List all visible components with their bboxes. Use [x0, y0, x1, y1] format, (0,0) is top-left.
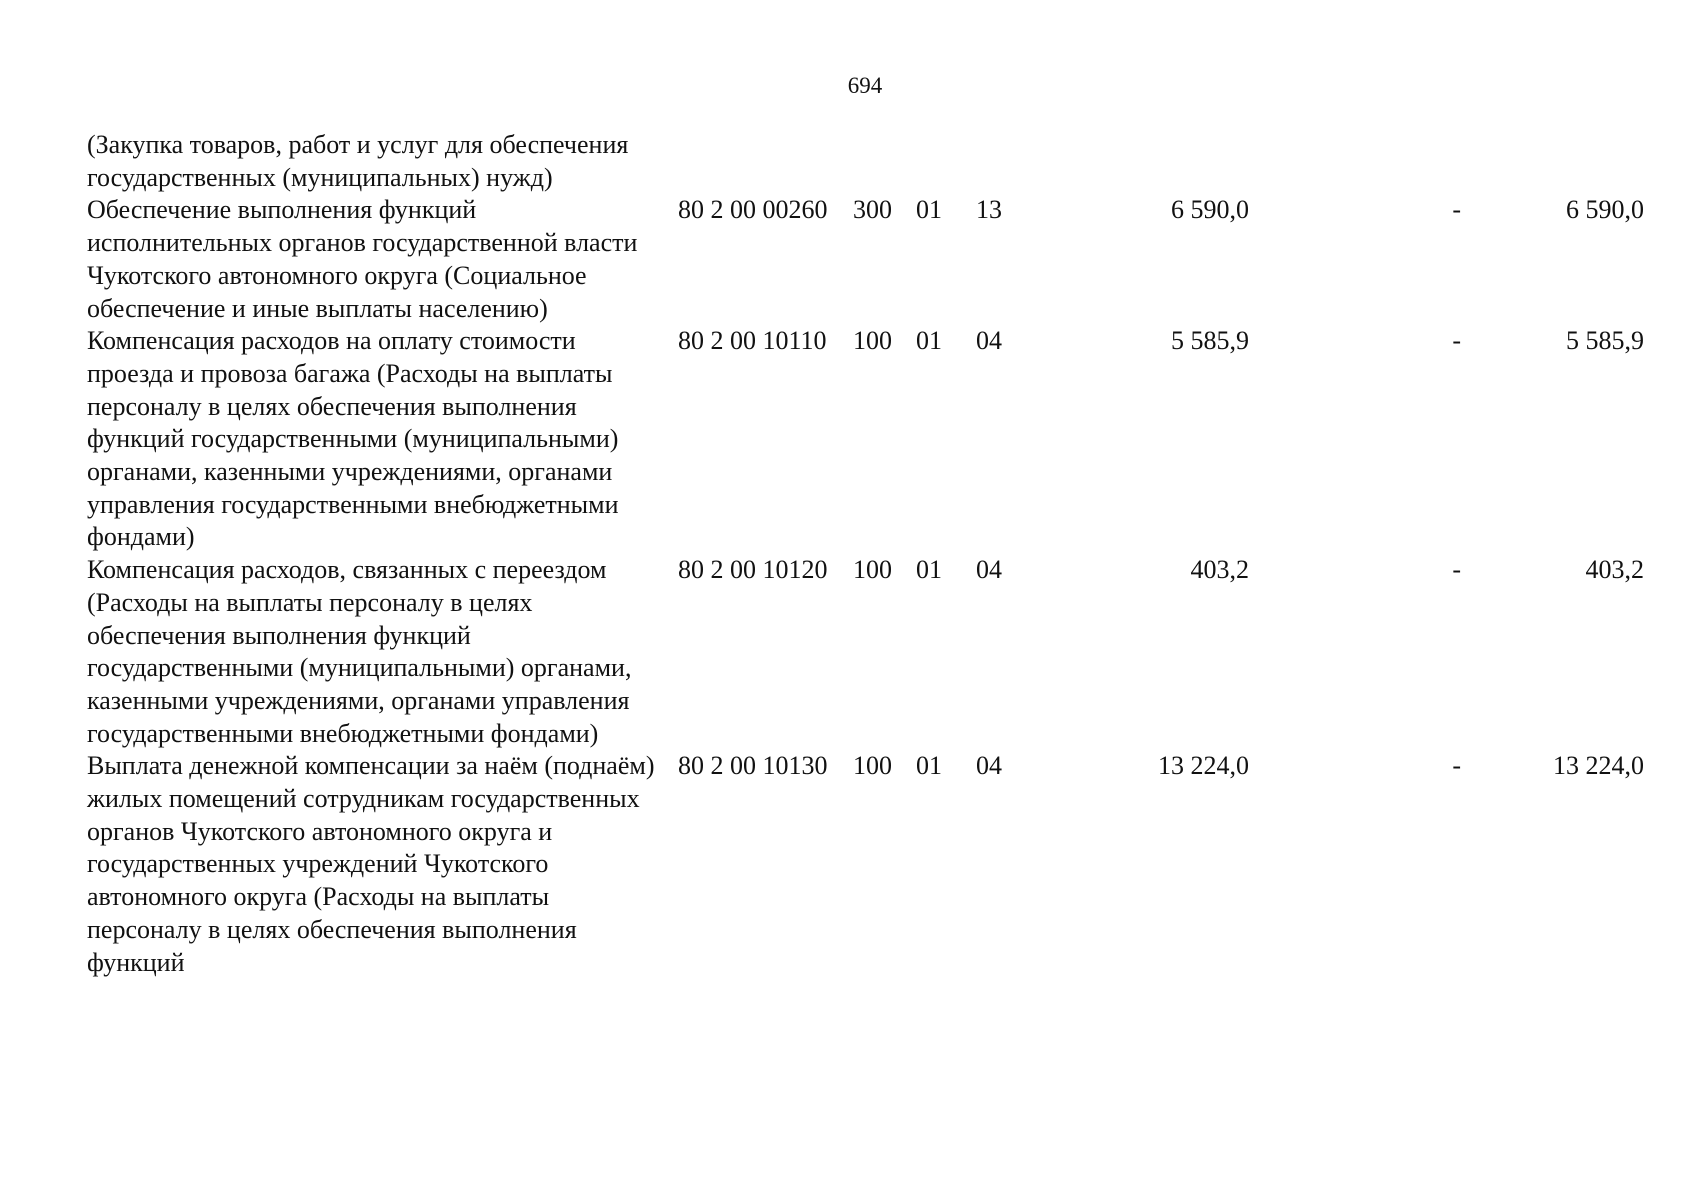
- amount: 5 585,9: [1171, 326, 1249, 356]
- table-row: [87, 194, 1644, 325]
- page-number: 694: [847, 73, 883, 98]
- target-article-code: 80 2 00 10130: [678, 751, 828, 781]
- subsection-code: [968, 129, 1038, 194]
- amount: 403,2: [1190, 555, 1249, 585]
- target-article-code: 80 2 00 10120: [678, 555, 828, 585]
- amount: [1038, 129, 1249, 194]
- target-article-code: 80 2 00 00260: [678, 195, 828, 225]
- subsection-code: 04: [976, 326, 1002, 356]
- expense-name: (Закупка товаров, работ и услуг для обеспечения государственных (муниципальных) нужд): [87, 130, 629, 192]
- budget-table: [87, 129, 1644, 979]
- expense-type-code: 100: [853, 751, 892, 781]
- target-article-code: 80 2 00 10110: [678, 326, 827, 356]
- table-row: [87, 129, 1644, 194]
- expense-type-code: 100: [853, 555, 892, 585]
- expense-name: Компенсация расходов, связанных с переездом (Расходы на выплаты персоналу в целях обеспечения выполнения функций государственными (муниципальными) органами, казенными учреждениями, органами управления государственными внебюджетными фондами): [87, 555, 632, 748]
- section-code: 01: [916, 326, 942, 356]
- subsection-code: 04: [976, 555, 1002, 585]
- change-amount: [1249, 129, 1461, 194]
- total-amount: 403,2: [1585, 555, 1644, 585]
- expense-name: Компенсация расходов на оплату стоимости проезда и провоза багажа (Расходы на выплаты персоналу в целях обеспечения выполнения функций государственными (муниципальными) органами, казенными учреждениями, органами управления государственными внебюджетными фондами): [87, 326, 619, 552]
- change-amount: -: [1452, 555, 1461, 585]
- change-amount: -: [1452, 326, 1461, 356]
- expense-type-code: 100: [853, 326, 892, 356]
- total-amount: [1461, 129, 1644, 194]
- table-row: [87, 554, 1644, 750]
- subsection-code: 13: [976, 195, 1002, 225]
- amount: 13 224,0: [1158, 751, 1249, 781]
- total-amount: 6 590,0: [1566, 195, 1644, 225]
- expense-type-code: 300: [853, 195, 892, 225]
- change-amount: -: [1452, 751, 1461, 781]
- change-amount: -: [1452, 195, 1461, 225]
- expense-type-code: [850, 129, 910, 194]
- table-row: [87, 325, 1644, 554]
- expense-name: Обеспечение выполнения функций исполнительных органов государственной власти Чукотского автономного округа (Социальное обеспечение и иные выплаты населению): [87, 195, 638, 323]
- amount: 6 590,0: [1171, 195, 1249, 225]
- section-code: 01: [916, 555, 942, 585]
- section-code: 01: [916, 751, 942, 781]
- total-amount: 13 224,0: [1553, 751, 1644, 781]
- section-code: 01: [916, 195, 942, 225]
- total-amount: 5 585,9: [1566, 326, 1644, 356]
- target-article-code: [665, 129, 850, 194]
- table-body: [87, 129, 1644, 979]
- subsection-code: 04: [976, 751, 1002, 781]
- section-code: [910, 129, 968, 194]
- table-row: [87, 750, 1644, 979]
- expense-name: Выплата денежной компенсации за наём (поднаём) жилых помещений сотрудникам государственных органов Чукотского автономного округа и государственных учреждений Чукотского автономного округа (Расходы на выплаты персоналу в целях обеспечения выполнения функций: [87, 751, 655, 977]
